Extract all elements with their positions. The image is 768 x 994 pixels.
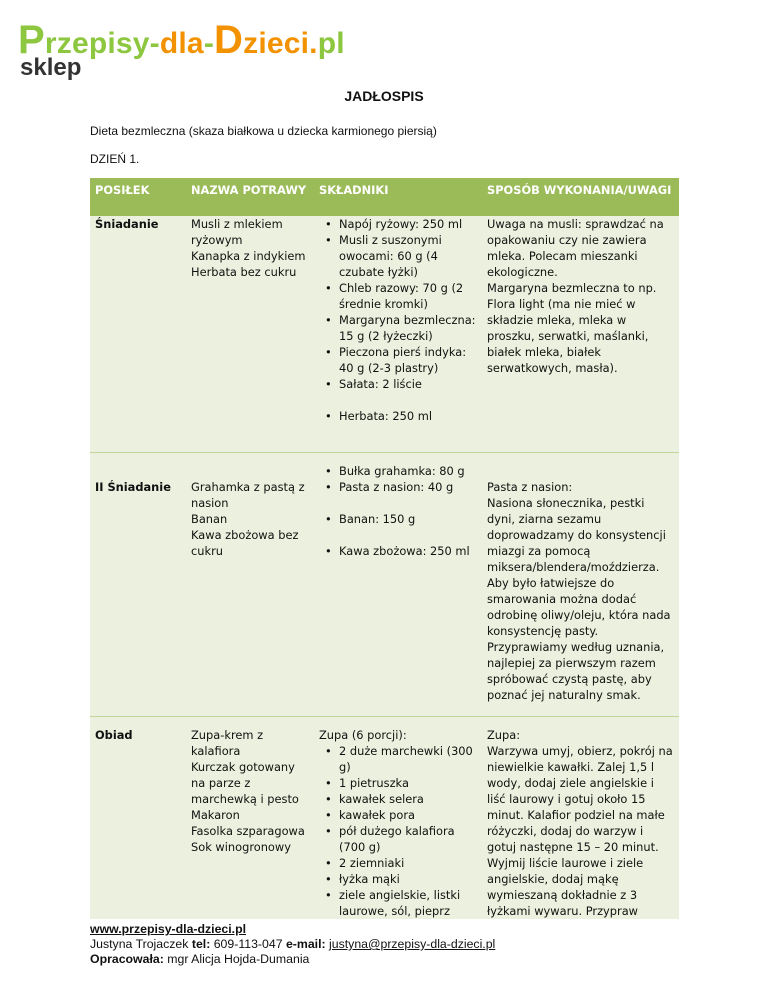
day-label: DZIEŃ 1. <box>90 152 140 166</box>
table-row <box>90 716 679 919</box>
document-subtitle: Dieta bezmleczna (skaza białkowa u dziecka karmionego piersią) <box>90 124 437 138</box>
dish-name: Sok winogronowy <box>191 839 291 854</box>
notes-cell <box>482 716 679 919</box>
dish-name: Musli z mlekiem ryżowym <box>191 217 283 247</box>
dish-name: Kawa zbożowa bez cukru <box>191 527 299 558</box>
notes-cell <box>482 452 679 716</box>
list-item: • Margaryna bezmleczna: 15 g (2 łyżeczki) <box>339 312 477 344</box>
ingredients-list <box>319 216 477 424</box>
contact-line <box>90 937 495 952</box>
author-name: mgr Alicja Hojda-Dumania <box>167 952 310 966</box>
list-item: • Pieczona pierś indyka: 40 g (2-3 plastry) <box>339 344 477 376</box>
contact-name: Justyna Trojaczek <box>90 937 189 951</box>
dish-name: Herbata bez cukru <box>191 265 297 279</box>
dish-name: Kanapka z indykiem <box>191 249 306 263</box>
dish-name: Fasolka szparagowa <box>191 823 305 838</box>
header-meal: POSIŁEK <box>90 178 186 216</box>
ingredients-intro: Zupa (6 porcji): <box>319 727 407 742</box>
list-item: • Musli z suszonymi owocami: 60 g (4 czubate łyżki) <box>339 232 477 280</box>
meal-cell: Obiad <box>90 716 186 919</box>
dish-names-cell <box>186 716 314 919</box>
note-text: Margaryna bezmleczna to np. Flora light (ma nie mieć w składzie mleka, mleka w proszku, serwatki, maślanki, białek mleka, białek serwatkowych, masła). <box>487 281 657 375</box>
list-item: • Kawa zbożowa: 250 ml <box>339 543 477 559</box>
dish-name: Zupa-krem z kalafiora <box>191 727 264 758</box>
tel-value: 609-113-047 <box>213 937 283 951</box>
table-row <box>90 452 679 716</box>
list-item: • Banan: 150 g <box>339 511 477 527</box>
document-title: JADŁOSPIS <box>344 88 424 104</box>
list-item: • kawałek pora <box>339 807 477 823</box>
tel-label: tel: <box>191 937 211 951</box>
logo-subtitle: sklep <box>20 54 82 81</box>
list-item: • kawałek selera <box>339 791 477 807</box>
list-item: • łyżka mąki <box>339 871 477 887</box>
list-item: • 2 duże marchewki (300 g) <box>339 743 477 775</box>
note-text: Uwaga na musli: sprawdzać na opakowaniu czy nie zawiera mleka. Polecam mieszanki ekologiczne. <box>487 217 664 279</box>
email-link[interactable]: justyna@przepisy-dla-dzieci.pl <box>329 937 496 951</box>
note-heading: Pasta z nasion: <box>487 479 573 494</box>
list-item: • Herbata: 250 ml <box>339 408 477 424</box>
ingredients-cell <box>314 452 482 716</box>
logo <box>18 18 348 88</box>
ingredients-list <box>319 743 477 919</box>
list-item: • Sałata: 2 liście <box>339 376 477 392</box>
table-row <box>90 216 679 452</box>
footer <box>90 922 495 967</box>
menu-table <box>90 178 679 919</box>
logo-text: Przepisy-dla-Dzieci.pl <box>18 18 345 62</box>
header-ingredients: SKŁADNIKI <box>314 178 482 216</box>
author-label: Opracowała: <box>90 952 164 966</box>
dish-name: Banan <box>191 511 228 526</box>
list-item: • pół dużego kalafiora (700 g) <box>339 823 477 855</box>
list-item: • 1 pietruszka <box>339 775 477 791</box>
note-heading: Zupa: <box>487 727 521 742</box>
header-dish-name: NAZWA POTRAWY <box>186 178 314 216</box>
dish-names-cell <box>186 216 314 452</box>
dish-names-cell <box>186 452 314 716</box>
meal-cell: Śniadanie <box>90 216 186 452</box>
list-item: • ziele angielskie, listki laurowe, sól, pieprz <box>339 887 477 919</box>
dish-name: Grahamka z pastą z nasion <box>191 479 305 510</box>
list-item: • Pasta z nasion: 40 g <box>339 479 477 495</box>
note-text: Warzywa umyj, obierz, pokrój na niewielkie kawałki. Zalej 1,5 l wody, dodaj ziele angielskie i liść laurowy i gotuj około 15 minut. Kalafior podziel na małe różyczki, dodaj do warzyw i gotuj następne 15 – 20 minut. Wyjmij liście laurowe i ziele angielskie, dodaj mąkę wymieszaną dokładnie z 3 łyżkami wywaru. Przypraw <box>487 743 673 918</box>
ingredients-cell <box>314 716 482 919</box>
list-item: • Napój ryżowy: 250 ml <box>339 216 477 232</box>
list-item: • Bułka grahamka: 80 g <box>339 463 477 479</box>
dish-name: Makaron <box>191 807 240 822</box>
list-item: • 2 ziemniaki <box>339 855 477 871</box>
email-label: e-mail: <box>285 937 326 951</box>
note-text: Nasiona słonecznika, pestki dyni, ziarna sezamu doprowadzamy do konsystencji miazgi za pomocą miksera/blendera/moździerza. Aby było łatwiejsze do smarowania można dodać odrobinę oliwy/oleju, która nada konsystencję pasty. Przyprawiamy według uznania, najlepiej za pierwszym razem spróbować czystą pastę, aby poznać jej naturalny smak. <box>487 495 671 702</box>
dish-name: Kurczak gotowany na parze z marchewką i pesto <box>191 759 299 806</box>
header-preparation: SPOSÓB WYKONANIA/UWAGI <box>482 178 679 216</box>
website-link[interactable]: www.przepisy-dla-dzieci.pl <box>90 922 247 936</box>
notes-cell <box>482 216 679 452</box>
meal-cell: II Śniadanie <box>90 452 186 716</box>
ingredients-list <box>319 463 477 559</box>
table-header-row <box>90 178 679 216</box>
ingredients-cell <box>314 216 482 452</box>
list-item: • Chleb razowy: 70 g (2 średnie kromki) <box>339 280 477 312</box>
author-line <box>90 952 495 967</box>
